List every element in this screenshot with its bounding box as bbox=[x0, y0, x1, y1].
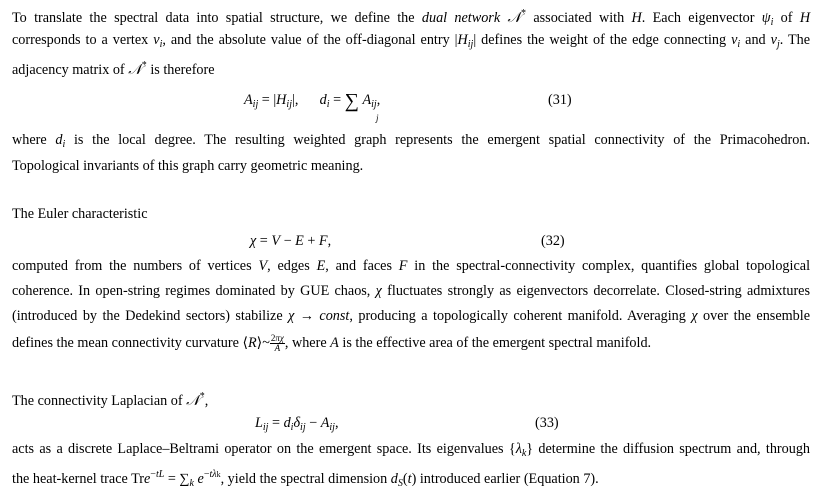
equation-33: $L_{ij} = d_i\delta_{ij} - A_{ij}$, bbox=[255, 415, 339, 433]
equation-number-31: (31) bbox=[548, 92, 572, 108]
para3-line1: The Euler characteristic bbox=[12, 206, 148, 222]
para6-line1: acts as a discrete Laplace–Beltrami operator on the emergent space. Its eigenvalues $\{\lambda_k\}$ determine the diffusion spectrum and, through bbox=[12, 441, 811, 459]
equation-32: χ = V − E + F, bbox=[250, 233, 332, 249]
para6-line2: the heat-kernel trace $Tre^{-tL} = \sum_k$ $e^{-t\lambda k}$, yield the spectral dimension $d_S(t)$ introduced earlier (Equation 7). bbox=[12, 469, 599, 489]
para4-line4: defines the mean connectivity curvature ⟨R⟩~ $\frac{2\pi\chi}{A}$ , where A is the effective area of the emergent spectral manifold. bbox=[12, 333, 652, 353]
para4-line2: coherence. In open-string regimes dominated by GUE chaos, χ fluctuates strongly as eigenvectors decorrelate. Closed-string admixtures bbox=[12, 283, 810, 299]
para1-line1: To translate the spectral data into spatial structure, we define the dual network 𝒩* associated with H. Each eigenvector $\psi_i$ of H bbox=[12, 8, 811, 28]
para4-line1: computed from the numbers of vertices V, edges E, and faces F in the spectral-connectivity complex, quantifies global topological bbox=[12, 258, 811, 274]
equation-number-32: (32) bbox=[541, 233, 565, 249]
para1-line2: corresponds to a vertex $v_i$, and the absolute value of the off-diagonal entry $|H_{ij}|$ defines the weight of the edge connecting $v_i$ and $v_j$. The bbox=[12, 32, 811, 50]
sum-index-j: j bbox=[376, 113, 379, 123]
para4-line3: (introduced by the Dedekind sectors) stabilize χ → const, producing a topologically coherent manifold. Averaging χ over the ensemble bbox=[12, 308, 810, 324]
para1-line3: adjacency matrix of 𝒩* is therefore bbox=[12, 60, 215, 78]
equation-number-33: (33) bbox=[535, 415, 559, 431]
para2-line2: Topological invariants of this graph carry geometric meaning. bbox=[12, 158, 364, 174]
emphasis-dual-network: dual network bbox=[421, 10, 501, 26]
fraction-2pi-chi-over-a: $\frac{2\pi\chi}{A}$ bbox=[270, 333, 284, 353]
para5-line1: The connectivity Laplacian of 𝒩*, bbox=[12, 391, 209, 409]
equation-31: $A_{ij} = |H_{ij}|$, $d_i$ = ∑ $A_{ij}$, bbox=[244, 90, 381, 112]
para2-line1: where $d_i$ is the local degree. The resulting weighted graph represents the emergent spatial connectivity of the Primacohedron. bbox=[12, 132, 811, 150]
